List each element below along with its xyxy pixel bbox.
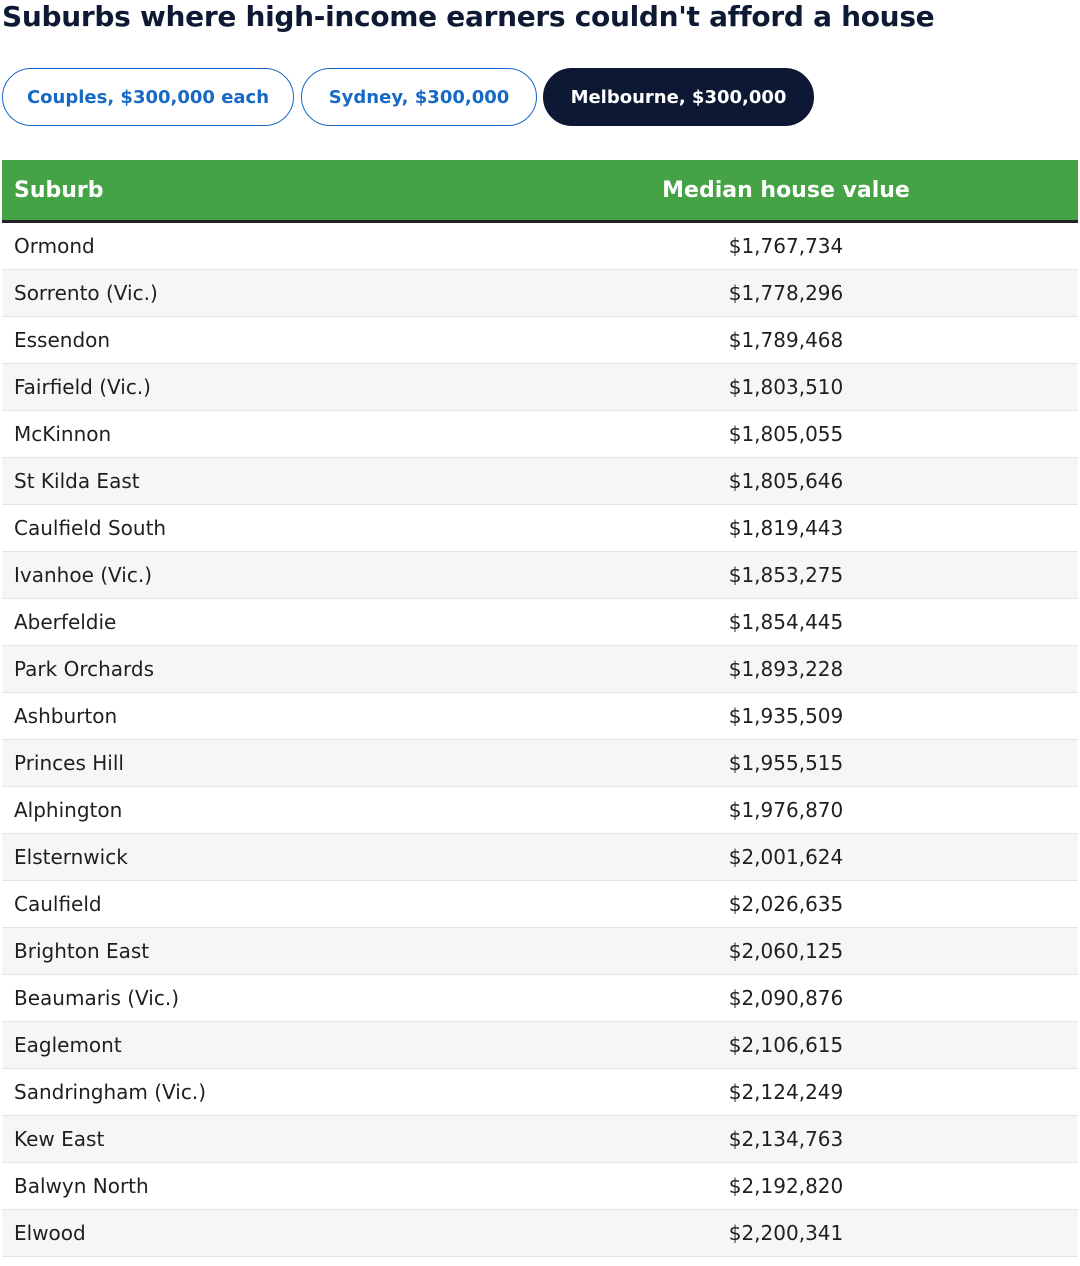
- suburb-cell: Ivanhoe (Vic.): [2, 552, 494, 599]
- suburb-cell: Balwyn North: [2, 1163, 494, 1210]
- median-house-value-cell: $1,778,296: [494, 270, 1078, 317]
- median-house-value-cell: $1,789,468: [494, 317, 1078, 364]
- table-row: [2, 646, 1078, 693]
- table-row: [2, 222, 1078, 270]
- suburb-table: [2, 160, 1078, 1257]
- median-house-value-cell: $1,767,734: [494, 222, 1078, 270]
- table-row: [2, 411, 1078, 458]
- suburb-cell: Brighton East: [2, 928, 494, 975]
- table-row: [2, 928, 1078, 975]
- median-house-value-cell: $1,976,870: [494, 787, 1078, 834]
- table-row: [2, 975, 1078, 1022]
- median-house-value-cell: $2,060,125: [494, 928, 1078, 975]
- suburb-cell: Kew East: [2, 1116, 494, 1163]
- table-row: [2, 599, 1078, 646]
- table-row: [2, 693, 1078, 740]
- table-body: [2, 222, 1078, 1257]
- suburb-cell: Fairfield (Vic.): [2, 364, 494, 411]
- suburb-cell: Elsternwick: [2, 834, 494, 881]
- suburb-cell: McKinnon: [2, 411, 494, 458]
- suburb-cell: Ashburton: [2, 693, 494, 740]
- tab-sydney[interactable]: Sydney, $300,000: [301, 68, 537, 126]
- table-row: [2, 1163, 1078, 1210]
- table-row: [2, 740, 1078, 787]
- suburb-cell: Caulfield South: [2, 505, 494, 552]
- column-header-median-house-value[interactable]: Median house value: [494, 160, 1078, 222]
- suburb-cell: Caulfield: [2, 881, 494, 928]
- median-house-value-cell: $1,955,515: [494, 740, 1078, 787]
- median-house-value-cell: $1,893,228: [494, 646, 1078, 693]
- table-row: [2, 834, 1078, 881]
- page-title: Suburbs where high-income earners couldn't afford a house: [2, 0, 935, 33]
- table-row: [2, 364, 1078, 411]
- median-house-value-cell: $1,819,443: [494, 505, 1078, 552]
- median-house-value-cell: $1,935,509: [494, 693, 1078, 740]
- table-row: [2, 270, 1078, 317]
- suburb-cell: Beaumaris (Vic.): [2, 975, 494, 1022]
- table-row: [2, 1022, 1078, 1069]
- suburb-cell: Eaglemont: [2, 1022, 494, 1069]
- table-row: [2, 881, 1078, 928]
- suburb-cell: Elwood: [2, 1210, 494, 1257]
- median-house-value-cell: $1,853,275: [494, 552, 1078, 599]
- suburb-cell: Aberfeldie: [2, 599, 494, 646]
- median-house-value-cell: $2,106,615: [494, 1022, 1078, 1069]
- table-header-row: [2, 160, 1078, 222]
- table-row: [2, 505, 1078, 552]
- median-house-value-cell: $2,001,624: [494, 834, 1078, 881]
- suburb-cell: St Kilda East: [2, 458, 494, 505]
- median-house-value-cell: $1,805,646: [494, 458, 1078, 505]
- suburb-table-container: [2, 160, 1078, 1257]
- suburb-cell: Ormond: [2, 222, 494, 270]
- suburb-cell: Park Orchards: [2, 646, 494, 693]
- suburb-cell: Princes Hill: [2, 740, 494, 787]
- median-house-value-cell: $1,805,055: [494, 411, 1078, 458]
- table-row: [2, 458, 1078, 505]
- table-row: [2, 787, 1078, 834]
- tab-melbourne[interactable]: Melbourne, $300,000: [543, 68, 814, 126]
- median-house-value-cell: $2,026,635: [494, 881, 1078, 928]
- suburb-cell: Sandringham (Vic.): [2, 1069, 494, 1116]
- suburb-cell: Sorrento (Vic.): [2, 270, 494, 317]
- table-row: [2, 552, 1078, 599]
- median-house-value-cell: $2,090,876: [494, 975, 1078, 1022]
- suburb-cell: Alphington: [2, 787, 494, 834]
- median-house-value-cell: $2,200,341: [494, 1210, 1078, 1257]
- column-header-suburb[interactable]: Suburb: [2, 160, 494, 222]
- median-house-value-cell: $2,192,820: [494, 1163, 1078, 1210]
- suburb-cell: Essendon: [2, 317, 494, 364]
- median-house-value-cell: $2,134,763: [494, 1116, 1078, 1163]
- table-row: [2, 1069, 1078, 1116]
- table-row: [2, 1116, 1078, 1163]
- median-house-value-cell: $2,124,249: [494, 1069, 1078, 1116]
- tab-couples[interactable]: Couples, $300,000 each: [2, 68, 294, 126]
- median-house-value-cell: $1,803,510: [494, 364, 1078, 411]
- table-row: [2, 317, 1078, 364]
- median-house-value-cell: $1,854,445: [494, 599, 1078, 646]
- table-row: [2, 1210, 1078, 1257]
